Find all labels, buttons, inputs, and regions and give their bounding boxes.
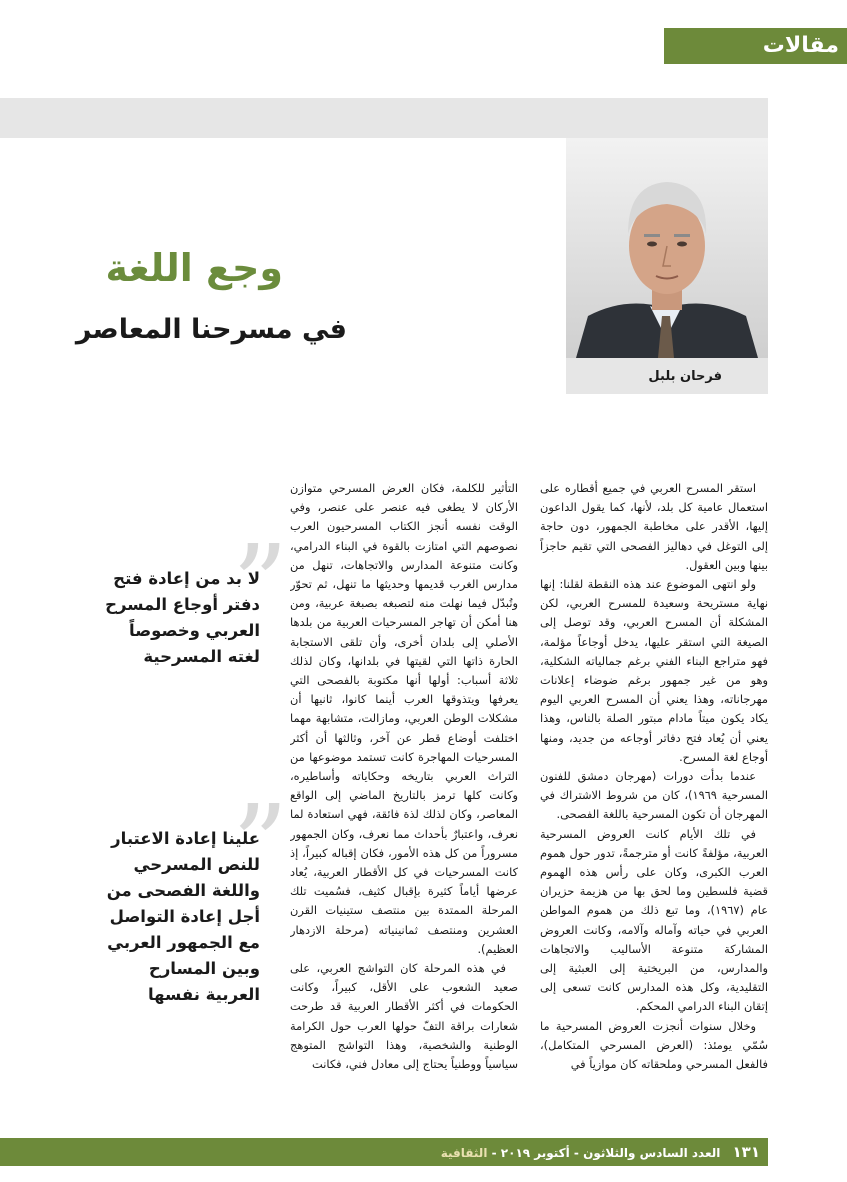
magazine-name: الثقافية bbox=[440, 1146, 488, 1160]
footer-bar bbox=[0, 1138, 768, 1166]
quote-mark-icon: ” bbox=[232, 781, 289, 909]
page-number: ١٣١ bbox=[732, 1143, 760, 1161]
author-photo-box bbox=[566, 138, 768, 394]
article-title: وجع اللغة bbox=[105, 246, 283, 290]
section-header-tab bbox=[664, 28, 847, 64]
body-column-middle bbox=[290, 479, 518, 1119]
section-label: مقالات bbox=[762, 33, 839, 58]
header-band bbox=[0, 98, 768, 138]
paragraph: وخلال سنوات أنجزت العروض المسرحية ما سُمّي يومئذ: (العرض المسرحي المتكامل)، فالفعل المسرحي وملحقاته كان موازياً في bbox=[540, 1018, 768, 1072]
paragraph: التأثير للكلمة، فكان العرض المسرحي متوازن الأركان لا يطغى فيه عنصر على عنصر، وفي الوقت نفسه أنجز الكتاب المسرحيون العرب نصوصهم التي امتازت بالقوة في البناء الدرامي، وكانت متنوعة المدارس والاتجاهات، تنهل من مدارس الغرب قديمها وحديثها ما تنهل، ثم تحوّر وتُبدّل فيما نهلت منه لتصبغه بصبغة عربية، ومن هنا أمكن أن تهاجر المسرحيات العربية من بلدها الأصلي إلى بلدان أخرى، وأن تلقى الاستجابة الحارة ذاتها التي لقيتها في بلدانها، وكان لذلك ثلاثة أسباب: أولها أنها مكتوبة بالفصحى التي يعرفها ويتذوقها العرب أينما كانوا، ثانيها أن مشكلات الوطن العربي، ومازالت، متشابهة مهما اختلفت أوضاع قطر عن آخر، وثالثها أن أكثر المسرحيات المهاجرة كانت تستمد موضوعها من التراث العربي بتاريخه وحكاياته وأساطيره، وكانت كلها ترمز بالتاريخ الماضي إلى الواقع المعاصر، وكان لذلك لذة فائقة، فهي استعادة لما نعرف، واعتبارٌ بأحداث مما نعرف، وكان الجمهور مسروراً من كل هذه الأمور، فكان إقباله كبيراً، إذ كانت المسرحيات في كل الأقطار العربية، يُعاد عرضها أياماً كثيرة بإقبال كثيف، فسُميت تلك المرحلة الممتدة بين منتصف ستينيات القرن العشرين ومنتصف ثمانينياته (مرحلة الازدهار العظيم). bbox=[290, 481, 518, 956]
paragraph: في هذه المرحلة كان التواشج العربي، على صعيد الشعوب على الأقل، كبيراً، وكانت الحكومات في أكثر الأقطار العربية قد طرحت شعارات براقة التفّ حولها العرب حول الكرامة الوطنية والشخصية، وهذا التواشج المتوهج سياسياً ووطنياً يحتاج إلى معادل فني، فكانت bbox=[290, 961, 518, 1072]
issue-info: العدد السادس والثلاثون - أكتوبر ٢٠١٩ - bbox=[491, 1146, 721, 1160]
author-portrait bbox=[566, 138, 768, 358]
pull-quote-1: لا بد من إعادة فتح دفتر أوجاع المسرح العربي وخصوصاً لغته المسرحية bbox=[105, 569, 260, 666]
paragraph: استقر المسرح العربي في جميع أقطاره على استعمال عامية كل بلد، لأنها، كما يقول الداعون إليها، الأقدر على مخاطبة الجمهور، دون حاجة إلى التوغل في دهاليز الفصحى التي تقيم حاجزاً بينها وبين العقول. bbox=[540, 481, 768, 572]
quote-mark-icon: ” bbox=[232, 521, 289, 649]
body-column-right bbox=[540, 479, 768, 1119]
paragraph: ولو انتهى الموضوع عند هذه النقطة لقلنا: إنها نهاية مستريحة وسعيدة للمسرح العربي، لكن المشكلة أن المسرح العربي، وقد توصل إلى الصيغة التي استقر عليها، يدخل أوجاعاً مؤلمة، فهو متراجع البناء الفني برغم جمالياته الشكلية، وهو من غير جمهور برغم ضوضاء إعلانات مهرجاناته، وهذا يعني أن المسرح العربي اليوم يكاد يكون ميتاً مادام مبتور الصلة بالناس، وهذا يعني أن يُعاد فتح دفاتر أوجاعه من جديد، ومنها أوجاع لغة المسرح. bbox=[540, 577, 768, 764]
pull-quote-2: علينا إعادة الاعتبار للنص المسرحي واللغة الفصحى من أجل إعادة التواصل مع الجمهور العربي وبين المسارح العربية نفسها bbox=[106, 829, 260, 1004]
author-name: فرحان بلبل bbox=[648, 369, 722, 384]
article-subtitle: في مسرحنا المعاصر bbox=[75, 314, 347, 345]
paragraph: في تلك الأيام كانت العروض المسرحية العربية، مؤلفةً كانت أو مترجمةً، تدور حول هموم العرب الكبرى، وكان على رأس هذه الهموم قضية فلسطين وما لحق بها من هزيمة حزيران عام (١٩٦٧)، وما تبع ذلك من هموم المواطن العربي في حياته وآماله وآلامه، وكانت العروض المشاركة متنوعة الأساليب والاتجاهات والمدارس، من البريختية إلى العبثية إلى التقليدية، وكل هذه المدارس كانت تسعى إلى إتقان البناء الدرامي المحكم. bbox=[540, 826, 768, 1014]
paragraph: عندما بدأت دورات (مهرجان دمشق للفنون المسرحية ١٩٦٩)، كان من شروط الاشتراك في المهرجان أن تكون المسرحية باللغة الفصحى. bbox=[540, 769, 768, 822]
footer-text bbox=[441, 1138, 760, 1167]
